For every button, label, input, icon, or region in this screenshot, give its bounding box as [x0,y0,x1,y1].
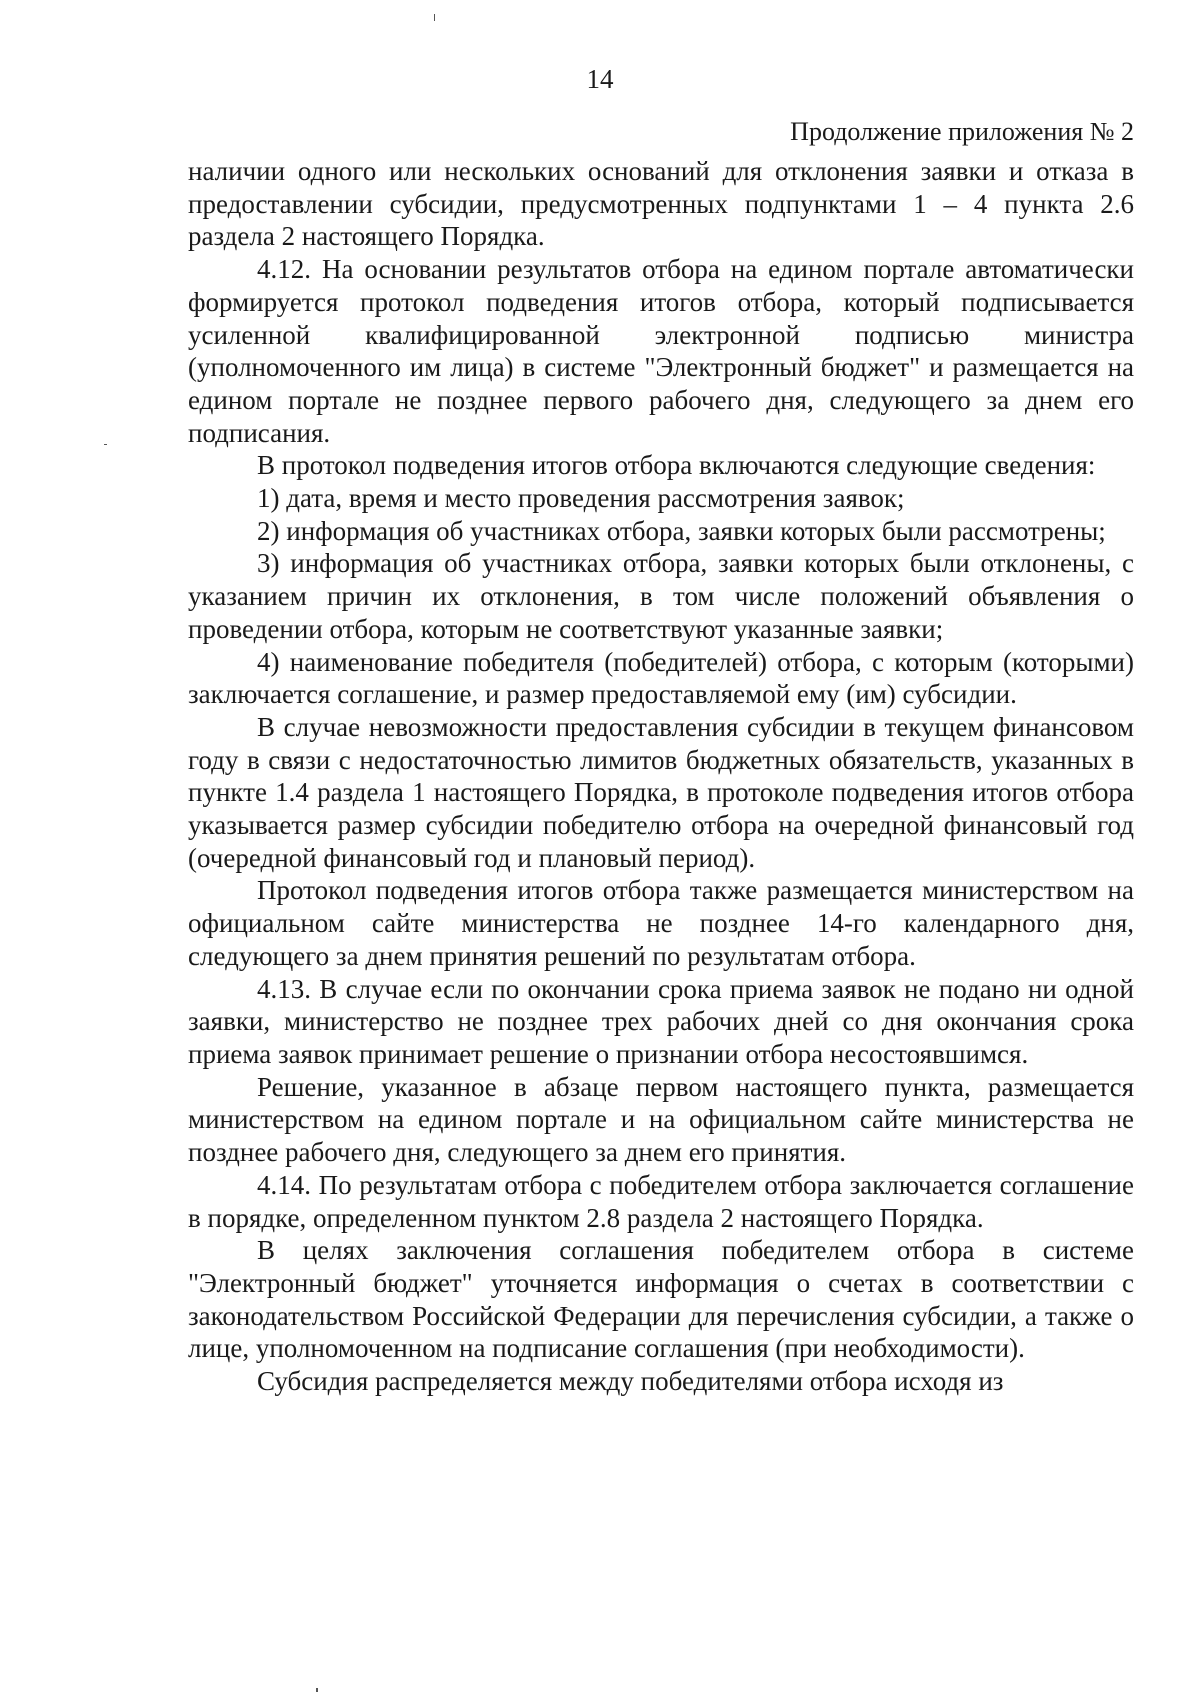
scan-speck [434,14,435,21]
paragraph-4-12: 4.12. На основании результатов отбора на едином портале автоматически формируется протокол подведения итогов отбора, который подписывается усиленной квалифицированной электронной подписью министра (уполномоченного им лица) в системе "Электронный бюджет" и размещается на едином портале не позднее первого рабочего дня, следующего за днем его подписания. [188,254,1134,448]
list-item-4: 4) наименование победителя (победителей) отбора, с которым (которыми) заключается соглашение, и размер предоставляемой ему (им) субсидии. [188,646,1134,710]
paragraph-subsidy-distribution: Субсидия распределяется между победителями отбора исходя из [257,1366,1004,1397]
page-number: 14 [586,64,614,94]
paragraph-4-14: 4.14. По результатам отбора с победителем отбора заключается соглашение в порядке, определенном пунктом 2.8 раздела 2 настоящего Порядка. [188,1169,1134,1233]
list-item-3: 3) информация об участниках отбора, заявки которых были отклонены, с указанием причин их отклонения, в том числе положений объявления о проведении отбора, которым не соответствуют указанные заявки; [188,548,1134,644]
paragraph-4-13: 4.13. В случае если по окончании срока приема заявок не подано ни одной заявки, министерство не позднее трех рабочих дней со дня окончания срока приема заявок принимает решение о признании отбора несостоявшимся. [188,973,1134,1069]
paragraph-electronic-budget: В целях заключения соглашения победителем отбора в системе "Электронный бюджет" уточняется информация о счетах в соответствии с законодательством Российской Федерации для перечисления субсидии, а также о лице, уполномоченном на подписание соглашения (при необходимости). [188,1235,1134,1364]
paragraph-protocol-publication: Протокол подведения итогов отбора также размещается министерством на официальном сайте министерства не позднее 14-го календарного дня, следующего за днем принятия решений по результатам отбора. [188,875,1134,971]
paragraph-continuation: наличии одного или нескольких оснований для отклонения заявки и отказа в предоставлении субсидии, предусмотренных подпунктами 1 – 4 пункта 2.6 раздела 2 настоящего Порядка. [188,156,1134,252]
list-item-1: 1) дата, время и место проведения рассмотрения заявок; [257,483,905,514]
appendix-continuation-label: Продолжение приложения № 2 [790,117,1134,146]
paragraph-insufficient-limits: В случае невозможности предоставления субсидии в текущем финансовом году в связи с недостаточностью лимитов бюджетных обязательств, указанных в пункте 1.4 раздела 1 настоящего Порядка, в протоколе подведения итогов отбора указывается размер субсидии победителю отбора на очередной финансовый год (очередной финансовый год и плановый период). [188,711,1134,873]
scan-speck [316,1688,318,1692]
list-item-2: 2) информация об участниках отбора, заявки которых были рассмотрены; [257,515,1106,546]
body-text [188,155,1134,1398]
scan-speck [104,444,107,445]
paragraph-protocol-contents: В протокол подведения итогов отбора включаются следующие сведения: [257,450,1096,481]
paragraph-decision-publication: Решение, указанное в абзаце первом настоящего пункта, размещается министерством на едином портале и на официальном сайте министерства не позднее рабочего дня, следующего за днем его принятия. [188,1071,1134,1168]
